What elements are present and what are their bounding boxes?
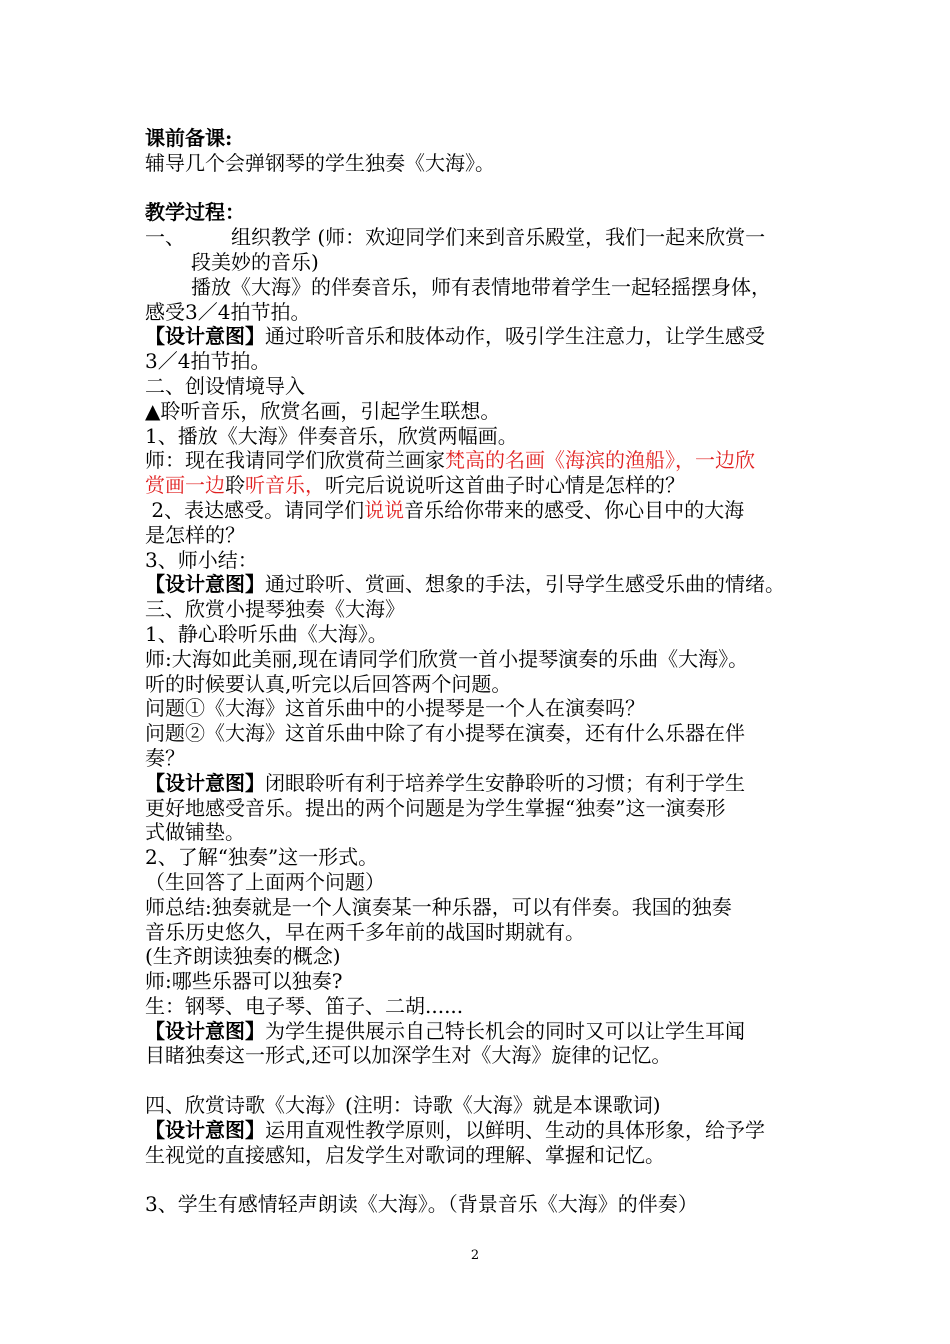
section-2-teacher-line-2: [145, 473, 825, 498]
section-2-heading: 二、创设情境导入: [145, 373, 305, 398]
design-intent-2: [145, 572, 825, 597]
prep-text: 辅导几个会弹钢琴的学生独奏《大海》。: [145, 150, 495, 175]
design-intent-tag: 【设计意图】: [145, 324, 265, 349]
teacher-text: 听完后说说听这首曲子时心情是怎样的？: [325, 473, 685, 498]
section-2-item-2: [145, 498, 825, 523]
section-4-item-3: 3、学生有感情轻声朗读《大海》。（背景音乐《大海》的伴奏）: [145, 1192, 698, 1217]
design-intent-text: 闭眼聆听有利于培养学生安静聆听的习惯；有利于学生: [265, 770, 745, 795]
student-answer: 生：钢琴、电子琴、笛子、二胡......: [145, 993, 464, 1018]
section-1-line-2: 段美妙的音乐): [191, 249, 319, 274]
design-intent-5-line-2: 生视觉的直接感知，启发学生对歌词的理解、掌握和记忆。: [145, 1142, 665, 1167]
student-answer-note: （生回答了上面两个问题）: [145, 869, 385, 894]
section-1-line-3: 播放《大海》的伴奏音乐，师有表情地带着学生一起轻摇摆身体，: [191, 274, 771, 299]
spacer: [145, 1167, 825, 1192]
question-1: 问题①《大海》这首乐曲中的小提琴是一个人在演奏吗？: [145, 696, 645, 721]
section-1-line-4: 感受3／4拍节拍。: [145, 299, 311, 324]
question-2-line-1: 问题②《大海》这首乐曲中除了有小提琴在演奏，还有什么乐器在伴: [145, 721, 745, 746]
section-1-line-1: [145, 225, 825, 250]
design-intent-tag: 【设计意图】: [145, 572, 265, 597]
teacher-summary-line-2: 音乐历史悠久，早在两千多年前的战国时期就有。: [145, 919, 585, 944]
design-intent-tag: 【设计意图】: [145, 1117, 265, 1142]
highlight-text: 梵高的名画《海滨的渔船》，一边欣: [445, 448, 755, 473]
design-intent-3-line-2: 更好地感受音乐。提出的两个问题是为学生掌握“独奏”这一演奏形: [145, 795, 726, 820]
section-2-item-3: 3、师小结：: [145, 547, 258, 572]
design-intent-text: 为学生提供展示自己特长机会的同时又可以让学生耳闻: [265, 1018, 745, 1043]
section-4-heading: 四、欣赏诗歌《大海》(注明：诗歌《大海》就是本课歌词): [145, 1093, 661, 1118]
design-intent-3-line-3: 式做铺垫。: [145, 820, 245, 845]
highlight-text: 说说: [364, 497, 405, 522]
highlight-text: 赏画一边: [145, 473, 225, 498]
design-intent-text: 通过聆听音乐和肢体动作，吸引学生注意力，让学生感受: [265, 324, 765, 349]
design-intent-4-line-2: 目睹独奏这一形式,还可以加深学生对《大海》旋律的记忆。: [145, 1043, 672, 1068]
section-2-teacher-line-1: [145, 448, 825, 473]
section-2-item-2-line-2: 是怎样的？: [145, 522, 245, 547]
section-2-bullet: ▲聆听音乐，欣赏名画，引起学生联想。: [145, 398, 501, 423]
page-number: 2: [470, 1248, 480, 1263]
teacher-text: 师：现在我请同学们欣赏荷兰画家: [145, 448, 445, 473]
question-2-line-2: 奏？: [145, 745, 185, 770]
section-3-item-1: 1、静心聆听乐曲《大海》。: [145, 621, 388, 646]
section-1-title: 组织教学 (师：欢迎同学们来到音乐殿堂，我们一起来欣赏一: [231, 225, 766, 250]
spacer: [145, 1068, 825, 1093]
item-text: 2、表达感受。请同学们: [145, 497, 365, 522]
design-intent-1-line-2: 3／4拍节拍。: [145, 349, 271, 374]
document-body: [145, 126, 825, 1217]
section-2-item-1: 1、播放《大海》伴奏音乐，欣赏两幅画。: [145, 423, 518, 448]
spacer: [145, 176, 825, 201]
section-1-number: 一、: [145, 225, 185, 250]
section-3-teacher-line-2: 听的时候要认真,听完以后回答两个问题。: [145, 671, 512, 696]
design-intent-tag: 【设计意图】: [145, 1018, 265, 1043]
teacher-summary-line-1: 师总结:独奏就是一个人演奏某一种乐器，可以有伴奏。我国的独奏: [145, 894, 732, 919]
item-text: 音乐给你带来的感受、你心目中的大海: [404, 497, 745, 522]
design-intent-tag: 【设计意图】: [145, 770, 265, 795]
highlight-text: 听音乐，: [245, 473, 325, 498]
design-intent-text: 运用直观性教学原则，以鲜明、生动的具体形象，给予学: [265, 1117, 765, 1142]
process-heading: 教学过程：: [145, 200, 245, 225]
section-3-teacher-line-1: 师:大海如此美丽,现在请同学们欣赏一首小提琴演奏的乐曲《大海》。: [145, 646, 749, 671]
section-3-item-2: 2、了解“独奏”这一形式。: [145, 845, 379, 870]
design-intent-1-line-1: [145, 324, 825, 349]
teacher-question: 师:哪些乐器可以独奏?: [145, 969, 343, 994]
prep-heading: 课前备课:: [145, 126, 233, 150]
design-intent-text: 通过聆听、赏画、想象的手法，引导学生感受乐曲的情绪。: [265, 572, 785, 597]
design-intent-5-line-1: [145, 1118, 825, 1143]
section-3-heading: 三、欣赏小提琴独奏《大海》: [145, 597, 405, 622]
read-concept-note: (生齐朗读独奏的概念): [145, 944, 341, 969]
design-intent-4-line-1: [145, 1019, 825, 1044]
teacher-text: 聆: [225, 473, 245, 498]
design-intent-3-line-1: [145, 771, 825, 796]
